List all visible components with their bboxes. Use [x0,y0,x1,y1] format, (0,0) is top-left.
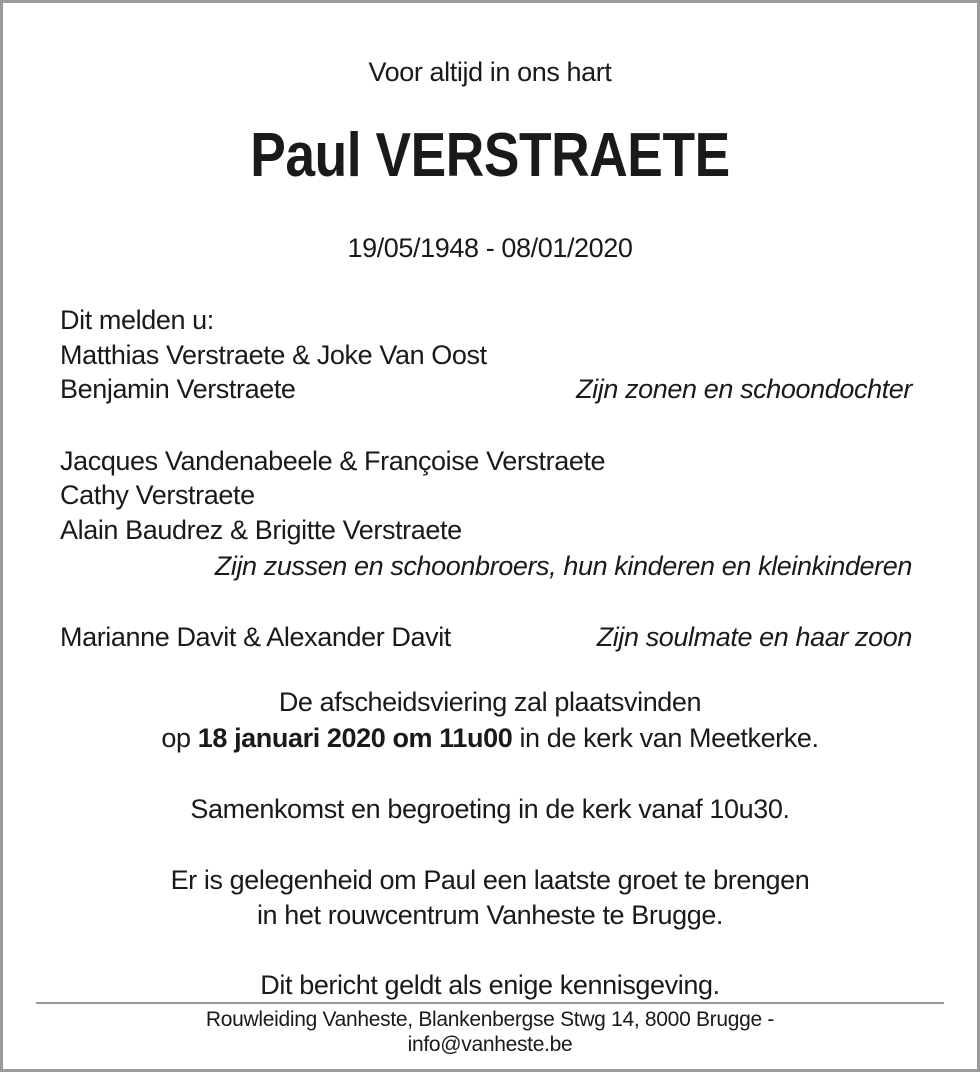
relation-text: Zijn zonen en schoondochter [576,374,912,404]
footer-address: Rouwleiding Vanheste, Blankenbergse Stwg 14, 8000 Brugge - [205,1008,775,1031]
ceremony-location: in de kerk van Meetkerke. [519,723,819,753]
ceremony-details [0,721,980,755]
gathering-text: Samenkomst en begroeting in de kerk vanaf 10u30. [190,794,790,824]
life-dates: 19/05/1948 - 08/01/2020 [347,233,633,263]
ceremony-line: De afscheidsviering zal plaatsvinden [278,687,702,717]
family-line: Benjamin Verstraete [60,374,296,404]
footer-email: info@vanheste.be [407,1033,573,1056]
family-line: Alain Baudrez & Brigitte Verstraete [60,515,462,545]
header-text: Voor altijd in ons hart [368,57,612,87]
ceremony-prefix: op [161,723,191,753]
family-line: Marianne Davit & Alexander Davit [60,622,451,652]
family-line: Jacques Vandenabeele & Françoise Verstraete [60,446,606,476]
viewing-line: Er is gelegenheid om Paul een laatste groet te brengen [170,865,810,895]
relation-text: Zijn soulmate en haar zoon [596,622,912,652]
notice-text: Dit bericht geldt als enige kennisgeving. [260,970,720,1000]
family-line: Cathy Verstraete [60,480,255,510]
deceased-name: Paul VERSTRAETE [250,121,730,190]
relation-text: Zijn zussen en schoonbroers, hun kinderen en kleinkinderen [214,551,912,581]
family-line: Matthias Verstraete & Joke Van Oost [60,340,487,370]
intro-text: Dit melden u: [60,305,214,335]
divider [36,1002,944,1004]
ceremony-datetime: 18 januari 2020 om 11u00 [197,723,513,753]
viewing-line: in het rouwcentrum Vanheste te Brugge. [256,900,724,930]
